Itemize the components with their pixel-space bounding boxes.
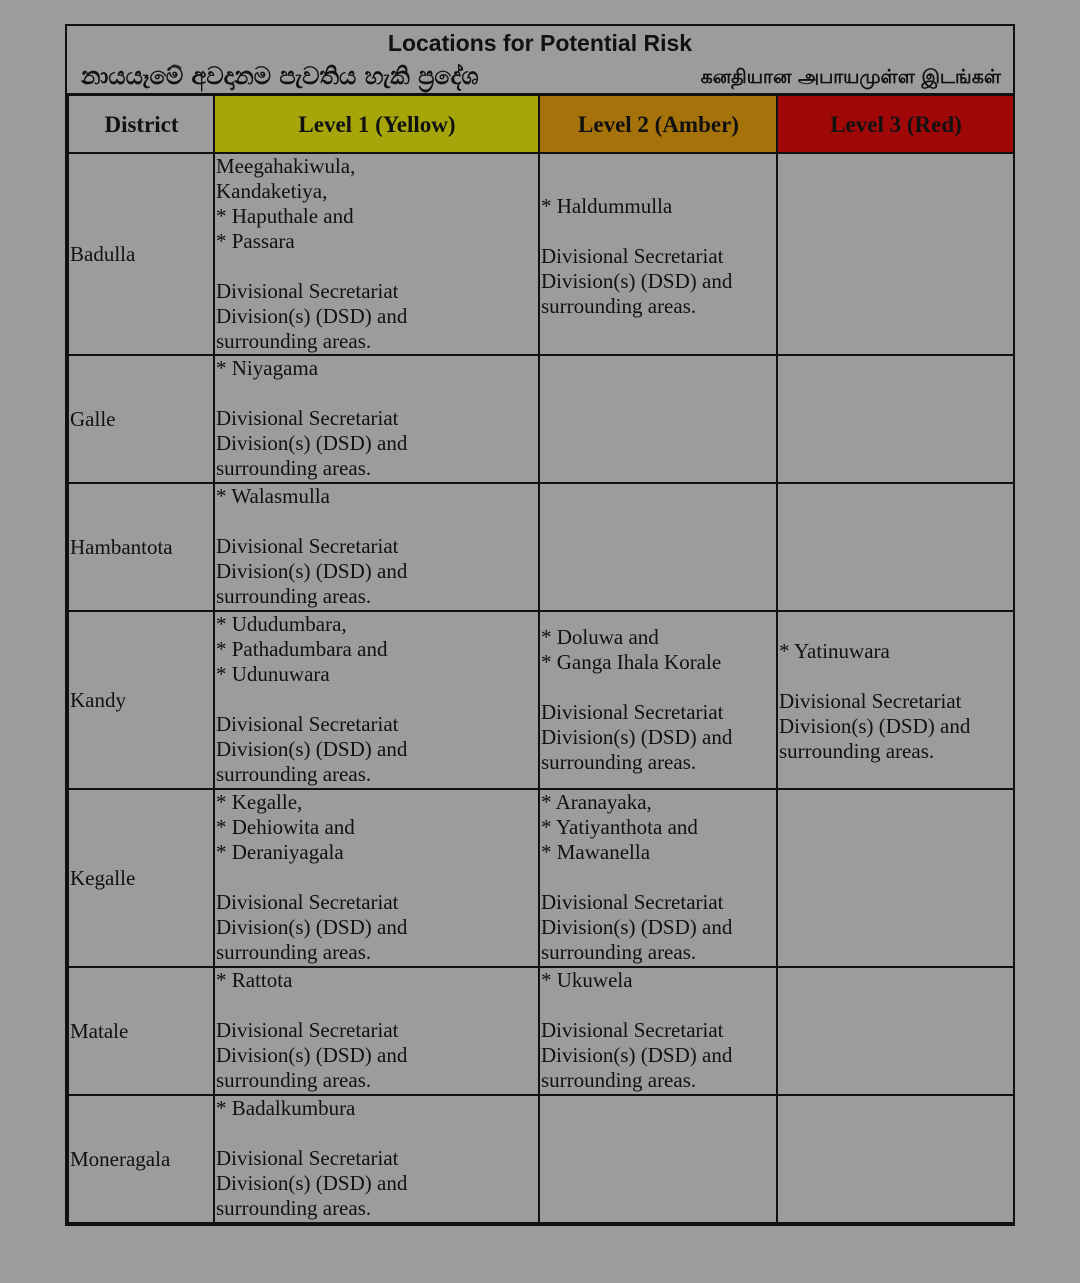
title-english: Locations for Potential Risk bbox=[387, 30, 693, 56]
location-line: * Kegalle, bbox=[216, 790, 303, 814]
level-1-cell bbox=[214, 789, 539, 967]
header-level-1: Level 1 (Yellow) bbox=[214, 96, 539, 153]
location-line: * Niyagama bbox=[216, 356, 319, 380]
dsd-line: surrounding areas. bbox=[216, 584, 372, 608]
dsd-line: Division(s) (DSD) and bbox=[541, 269, 733, 293]
dsd-line: Divisional Secretariat bbox=[216, 1146, 399, 1170]
dsd-line: Division(s) (DSD) and bbox=[216, 304, 408, 328]
district-cell: Hambantota bbox=[68, 483, 214, 611]
level-1-cell bbox=[214, 1095, 539, 1223]
dsd-line: surrounding areas. bbox=[216, 940, 372, 964]
table-row bbox=[68, 611, 1014, 789]
dsd-line: surrounding areas. bbox=[541, 294, 697, 318]
dsd-line: Divisional Secretariat bbox=[216, 279, 399, 303]
dsd-line: Division(s) (DSD) and bbox=[216, 737, 408, 761]
location-line: * Walasmulla bbox=[216, 484, 330, 508]
level-3-cell bbox=[777, 611, 1014, 789]
level-2-cell bbox=[539, 483, 777, 611]
location-line: * Ganga Ihala Korale bbox=[541, 650, 722, 674]
level-1-cell bbox=[214, 355, 539, 483]
dsd-line: surrounding areas. bbox=[541, 1068, 697, 1092]
dsd-line: Divisional Secretariat bbox=[541, 700, 724, 724]
risk-table-sheet bbox=[65, 24, 1015, 1226]
level-3-cell bbox=[777, 967, 1014, 1095]
level-1-cell bbox=[214, 153, 539, 355]
level-2-cell bbox=[539, 611, 777, 789]
dsd-line: Division(s) (DSD) and bbox=[216, 915, 408, 939]
location-line: * Rattota bbox=[216, 968, 293, 992]
dsd-line: Divisional Secretariat bbox=[216, 534, 399, 558]
location-line: * Udunuwara bbox=[216, 662, 330, 686]
district-cell: Galle bbox=[68, 355, 214, 483]
dsd-line: surrounding areas. bbox=[216, 329, 372, 353]
dsd-line: Divisional Secretariat bbox=[216, 712, 399, 736]
header-district: District bbox=[68, 96, 214, 153]
location-line: * Haputhale and bbox=[216, 204, 354, 228]
level-2-cell bbox=[539, 789, 777, 967]
district-cell: Matale bbox=[68, 967, 214, 1095]
header-level-3: Level 3 (Red) bbox=[777, 96, 1014, 153]
district-cell: Moneragala bbox=[68, 1095, 214, 1223]
district-cell: Kegalle bbox=[68, 789, 214, 967]
district-cell: Kandy bbox=[68, 611, 214, 789]
header-row bbox=[68, 96, 1014, 153]
dsd-line: surrounding areas. bbox=[541, 940, 697, 964]
dsd-line: Divisional Secretariat bbox=[541, 890, 724, 914]
level-3-cell bbox=[777, 1095, 1014, 1223]
risk-table bbox=[67, 96, 1015, 1224]
location-line: * Deraniyagala bbox=[216, 840, 344, 864]
dsd-line: Divisional Secretariat bbox=[216, 406, 399, 430]
location-line: Meegahakiwula, bbox=[216, 154, 356, 178]
location-line: * Badalkumbura bbox=[216, 1096, 356, 1120]
dsd-line: Divisional Secretariat bbox=[216, 890, 399, 914]
level-1-cell bbox=[214, 611, 539, 789]
table-row bbox=[68, 355, 1014, 483]
header-level-2: Level 2 (Amber) bbox=[539, 96, 777, 153]
location-line: * Aranayaka, bbox=[541, 790, 652, 814]
location-line: * Dehiowita and bbox=[216, 815, 355, 839]
level-2-cell bbox=[539, 153, 777, 355]
table-row bbox=[68, 1095, 1014, 1223]
dsd-line: surrounding areas. bbox=[216, 1196, 372, 1220]
location-line: * Mawanella bbox=[541, 840, 651, 864]
level-3-cell bbox=[777, 483, 1014, 611]
title-tamil: கனதியான அபாயமுள்ள இடங்கள் bbox=[700, 66, 1001, 88]
level-2-cell bbox=[539, 967, 777, 1095]
location-line: * Passara bbox=[216, 229, 295, 253]
dsd-line: Division(s) (DSD) and bbox=[216, 1043, 408, 1067]
district-cell: Badulla bbox=[68, 153, 214, 355]
table-row bbox=[68, 153, 1014, 355]
dsd-line: Division(s) (DSD) and bbox=[779, 714, 971, 738]
table-row bbox=[68, 483, 1014, 611]
table-row bbox=[68, 789, 1014, 967]
dsd-line: Division(s) (DSD) and bbox=[216, 1171, 408, 1195]
level-1-cell bbox=[214, 483, 539, 611]
dsd-line: Divisional Secretariat bbox=[216, 1018, 399, 1042]
dsd-line: surrounding areas. bbox=[541, 750, 697, 774]
dsd-line: Division(s) (DSD) and bbox=[541, 915, 733, 939]
dsd-line: surrounding areas. bbox=[216, 1068, 372, 1092]
level-2-cell bbox=[539, 1095, 777, 1223]
dsd-line: Divisional Secretariat bbox=[779, 689, 962, 713]
title-sinhala: නායයෑමේ අවදානම පැවතිය හැකි ප්‍රදේශ bbox=[81, 62, 479, 90]
location-line: * Doluwa and bbox=[541, 625, 659, 649]
location-line: Kandaketiya, bbox=[216, 179, 328, 203]
level-1-cell bbox=[214, 967, 539, 1095]
level-3-cell bbox=[777, 355, 1014, 483]
location-line: * Pathadumbara and bbox=[216, 637, 388, 661]
title-block bbox=[67, 26, 1013, 96]
dsd-line: Division(s) (DSD) and bbox=[541, 1043, 733, 1067]
location-line: * Haldummulla bbox=[541, 194, 673, 218]
location-line: * Yatinuwara bbox=[779, 639, 890, 663]
dsd-line: Division(s) (DSD) and bbox=[216, 559, 408, 583]
table-row bbox=[68, 967, 1014, 1095]
location-line: * Ududumbara, bbox=[216, 612, 347, 636]
dsd-line: Divisional Secretariat bbox=[541, 244, 724, 268]
level-2-cell bbox=[539, 355, 777, 483]
dsd-line: Division(s) (DSD) and bbox=[216, 431, 408, 455]
dsd-line: surrounding areas. bbox=[216, 456, 372, 480]
level-3-cell bbox=[777, 789, 1014, 967]
dsd-line: surrounding areas. bbox=[779, 739, 935, 763]
location-line: * Ukuwela bbox=[541, 968, 633, 992]
level-3-cell bbox=[777, 153, 1014, 355]
dsd-line: surrounding areas. bbox=[216, 762, 372, 786]
location-line: * Yatiyanthota and bbox=[541, 815, 698, 839]
dsd-line: Division(s) (DSD) and bbox=[541, 725, 733, 749]
dsd-line: Divisional Secretariat bbox=[541, 1018, 724, 1042]
